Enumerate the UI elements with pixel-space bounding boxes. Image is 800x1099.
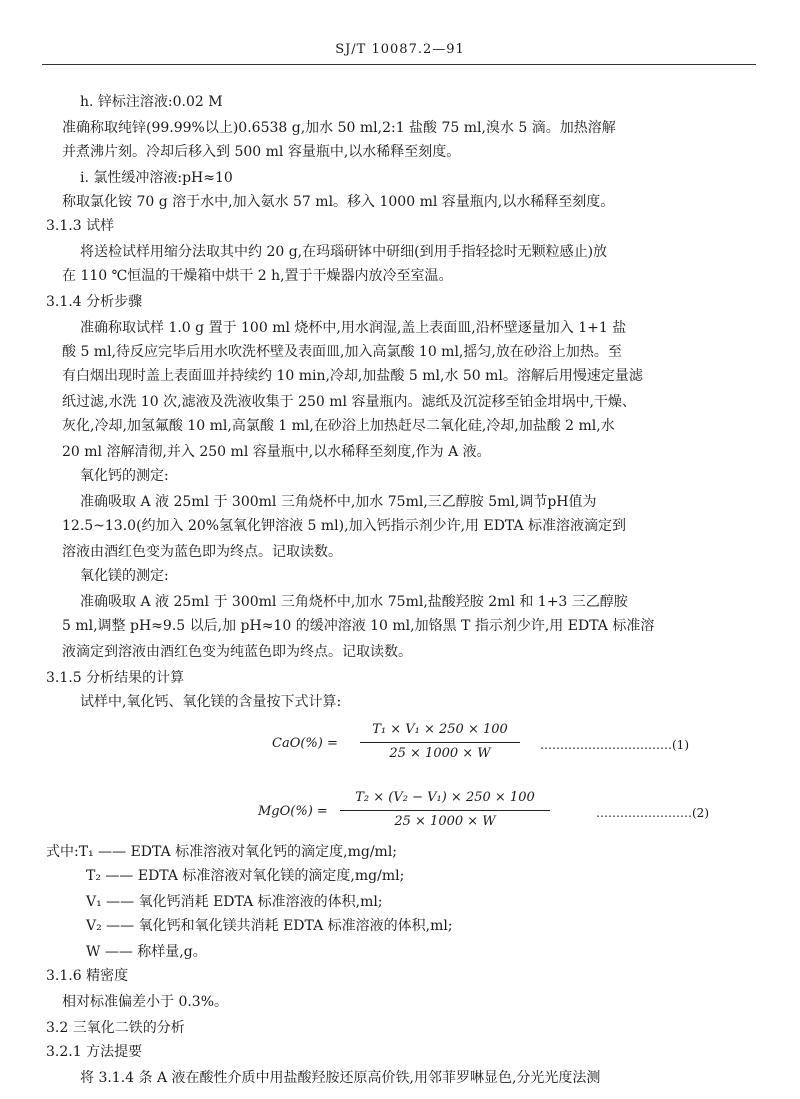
paragraph-line: 准确吸取 A 液 25ml 于 300ml 三角烧杯中,加水 75ml,三乙醇胺 5ml,调节pH值为 bbox=[80, 494, 597, 510]
paragraph-line: 在 110 ℃恒温的干燥箱中烘干 2 h,置于干燥器内放冷至室温。 bbox=[62, 268, 453, 284]
formula-1-lhs: CaO(%) = bbox=[272, 736, 338, 751]
variable-definition: T₂ —— EDTA 标准溶液对氧化镁的滴定度,mg/ml; bbox=[86, 868, 405, 884]
paragraph-line: 有白烟出现时盖上表面皿并持续约 10 min,冷却,加盐酸 5 ml,水 50 ml。溶解后用慢速定量滤 bbox=[62, 368, 643, 384]
section-heading: 3.1.3 试样 bbox=[46, 218, 115, 234]
header-rule bbox=[42, 64, 756, 65]
section-heading: 3.2.1 方法提要 bbox=[46, 1044, 143, 1060]
subheading-cao: 氧化钙的测定: bbox=[80, 468, 169, 484]
variable-definition: 式中:T₁ —— EDTA 标准溶液对氧化钙的滴定度,mg/ml; bbox=[46, 844, 398, 860]
formula-2-denominator: 25 × 1000 × W bbox=[394, 814, 496, 829]
variable-definition: V₂ —— 氧化钙和氧化镁共消耗 EDTA 标准溶液的体积,ml; bbox=[86, 918, 453, 934]
paragraph-line: 将送检试样用缩分法取其中约 20 g,在玛瑙研钵中研细(到用手指轻捻时无颗粒感止)放 bbox=[80, 244, 608, 260]
paragraph-line: 并煮沸片刻。冷却后移入到 500 ml 容量瓶中,以水稀释至刻度。 bbox=[62, 144, 461, 160]
formula-2-tag: ……………………(2) bbox=[596, 806, 709, 820]
variable-definition: V₁ —— 氧化钙消耗 EDTA 标准溶液的体积,ml; bbox=[86, 894, 383, 910]
formula-2-numerator: T₂ × (V₂ − V₁) × 250 × 100 bbox=[355, 790, 535, 805]
formula-2-lhs: MgO(%) = bbox=[258, 804, 328, 819]
formula-1-tag: ……………………………(1) bbox=[540, 738, 689, 752]
document-header: SJ/T 10087.2—91 bbox=[335, 42, 465, 57]
subheading-mgo: 氧化镁的测定: bbox=[80, 568, 169, 584]
paragraph-line: 12.5~13.0(约加入 20%氢氧化钾溶液 5 ml),加入钙指示剂少许,用 EDTA 标准溶液滴定到 bbox=[62, 518, 627, 534]
section-heading: 3.1.6 精密度 bbox=[46, 968, 129, 984]
formula-2-fraction-bar bbox=[340, 810, 550, 811]
section-heading: 3.1.4 分析步骤 bbox=[46, 294, 143, 310]
paragraph-line: 灰化,冷却,加氢氟酸 10 ml,高氯酸 1 ml,在砂浴上加热赶尽二氧化硅,冷却,加盐酸 2 ml,水 bbox=[62, 418, 615, 434]
paragraph-line: 将 3.1.4 条 A 液在酸性介质中用盐酸羟胺还原高价铁,用邻菲罗啉显色,分光光度法测 bbox=[80, 1070, 601, 1086]
formula-1-numerator: T₁ × V₁ × 250 × 100 bbox=[372, 722, 508, 737]
section-heading: 3.2 三氧化二铁的分析 bbox=[46, 1020, 185, 1036]
formula-1-fraction-bar bbox=[360, 742, 520, 743]
paragraph-line: 20 ml 溶解清彻,并入 250 ml 容量瓶中,以水稀释至刻度,作为 A 液。 bbox=[62, 444, 491, 460]
paragraph-line: 液滴定到溶液由酒红色变为纯蓝色即为终点。记取读数。 bbox=[62, 644, 412, 660]
item-i-line: i. 氯性缓冲溶液:pH≈10 bbox=[80, 170, 233, 186]
paragraph-line: 称取氯化铵 70 g 溶于水中,加入氨水 57 ml。移入 1000 ml 容量瓶内,以水稀释至刻度。 bbox=[62, 194, 615, 210]
paragraph-line: 准确称取试样 1.0 g 置于 100 ml 烧杯中,用水润湿,盖上表面皿,沿杯壁逐量加入 1+1 盐 bbox=[80, 320, 627, 336]
paragraph-line: 溶液由酒红色变为蓝色即为终点。记取读数。 bbox=[62, 544, 342, 560]
paragraph-line: 准确吸取 A 液 25ml 于 300ml 三角烧杯中,加水 75ml,盐酸羟胺 2ml 和 1+3 三乙醇胺 bbox=[80, 594, 628, 610]
paragraph-line: 纸过滤,水洗 10 次,滤液及洗液收集于 250 ml 容量瓶内。滤纸及沉淀移至铂金坩埚中,干燥、 bbox=[62, 394, 636, 410]
paragraph-line: 相对标准偏差小于 0.3%。 bbox=[62, 994, 229, 1010]
item-h-line: h. 锌标注溶液:0.02 M bbox=[80, 94, 223, 110]
section-heading: 3.1.5 分析结果的计算 bbox=[46, 670, 185, 686]
paragraph-line: 酸 5 ml,待反应完毕后用水吹洗杯壁及表面皿,加入高氯酸 10 ml,摇匀,放在砂浴上加热。至 bbox=[62, 344, 622, 360]
paragraph-line: 试样中,氧化钙、氧化镁的含量按下式计算: bbox=[80, 694, 342, 710]
paragraph-line: 准确称取纯锌(99.99%以上)0.6538 g,加水 50 ml,2:1 盐酸 75 ml,溴水 5 滴。加热溶解 bbox=[62, 120, 616, 136]
formula-1-denominator: 25 × 1000 × W bbox=[389, 746, 491, 761]
variable-definition: W —— 称样量,g。 bbox=[86, 944, 207, 960]
paragraph-line: 5 ml,调整 pH≈9.5 以后,加 pH≈10 的缓冲溶液 10 ml,加铬黑 T 指示剂少许,用 EDTA 标准溶 bbox=[62, 618, 655, 634]
